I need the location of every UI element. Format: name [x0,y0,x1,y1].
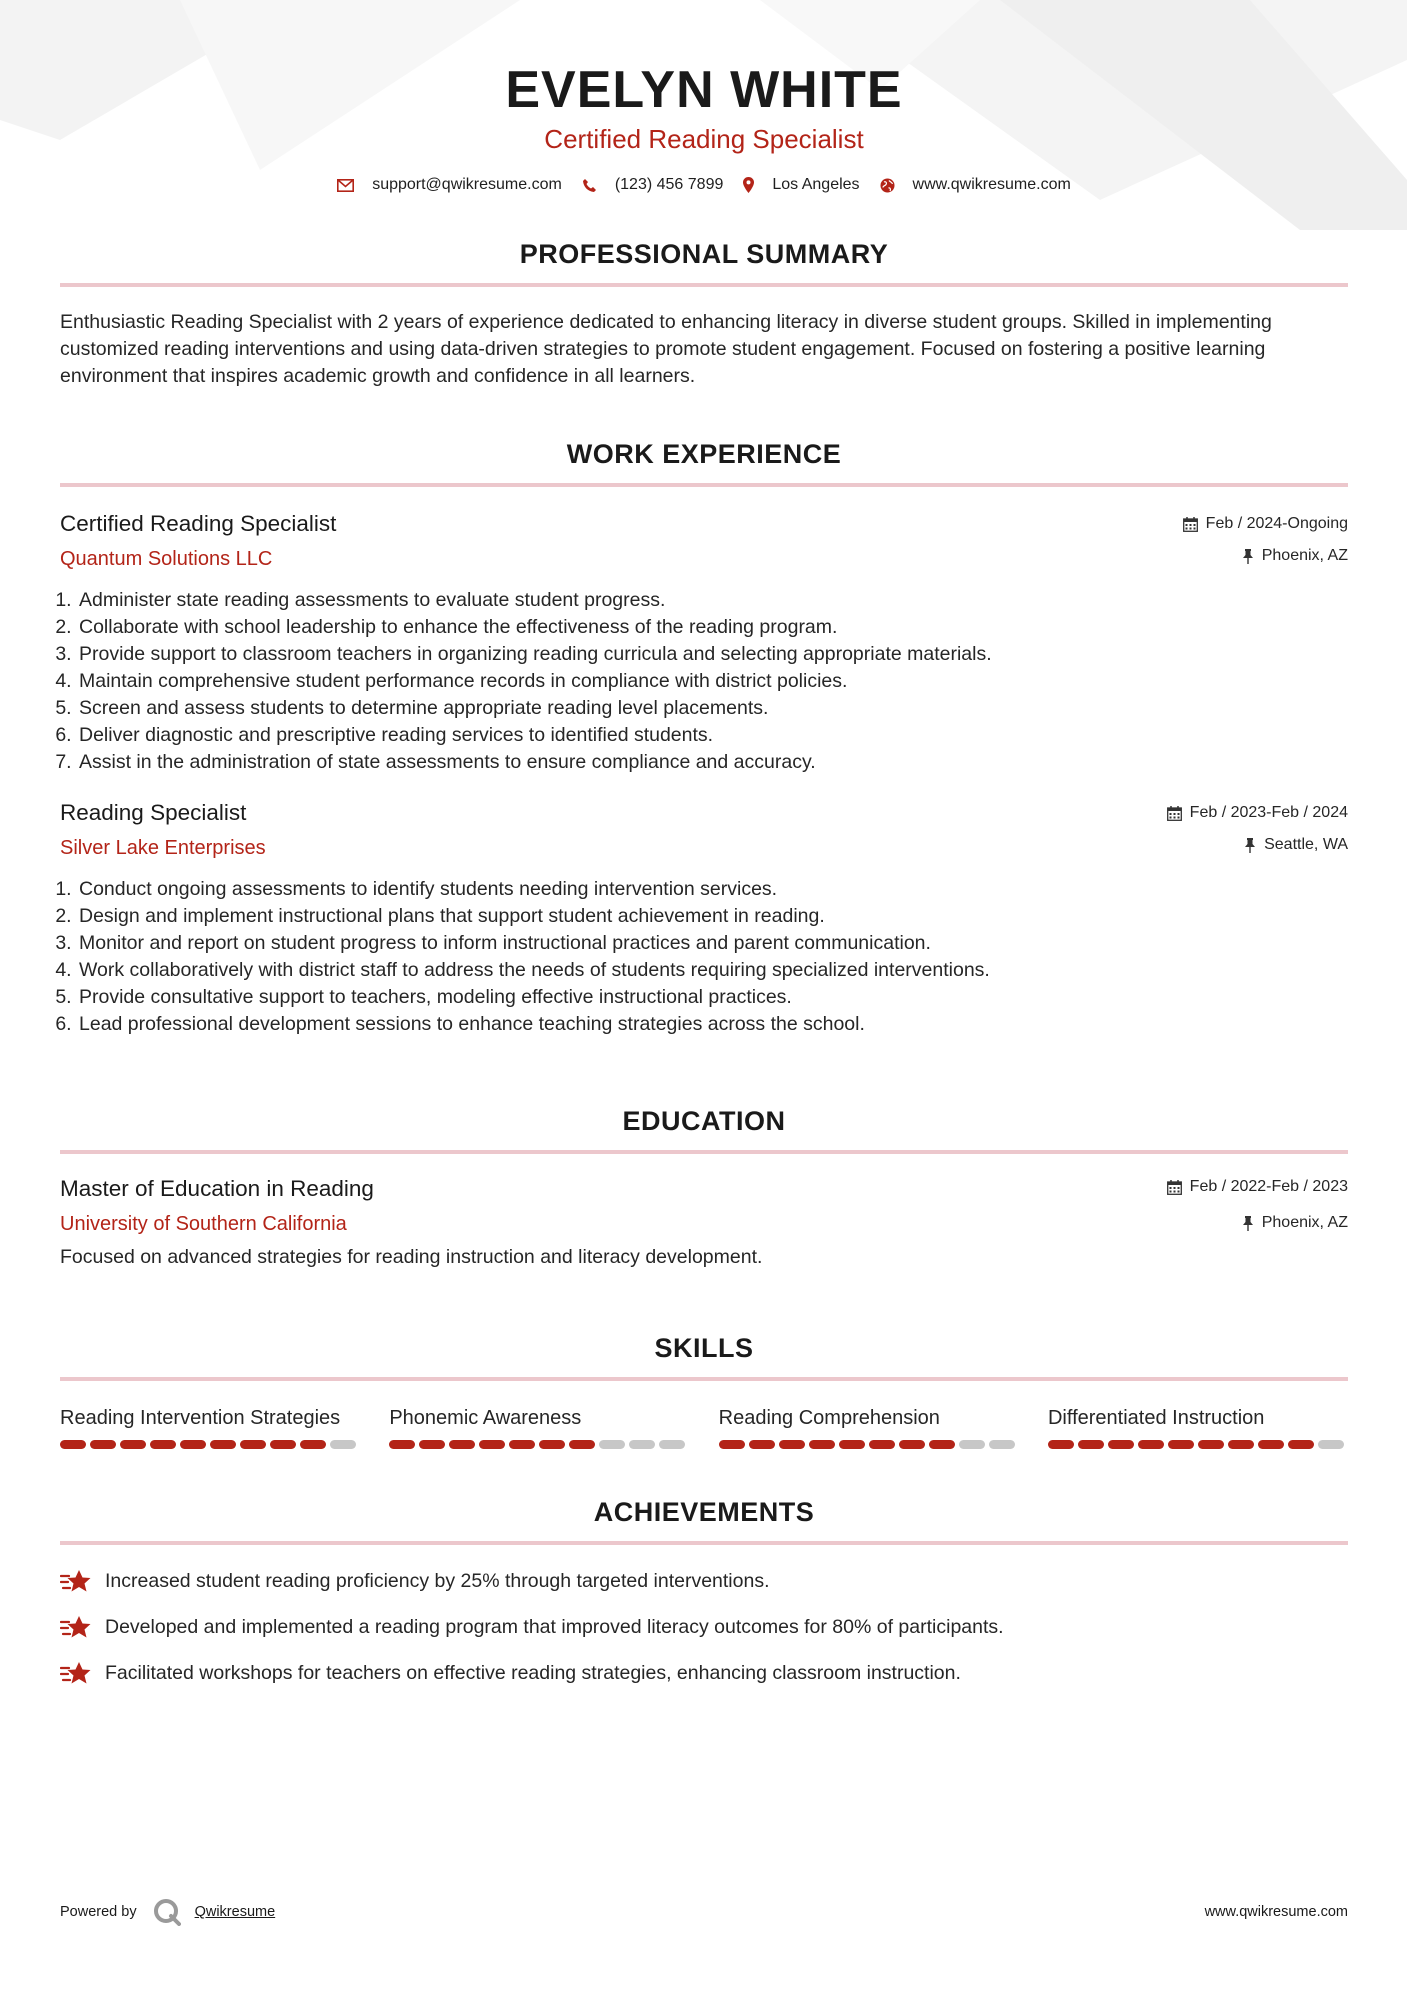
list-item: 6. Deliver diagnostic and prescriptive reading services to identified students. [77,722,1348,749]
achievement-text: Facilitated workshops for teachers on effective reading strategies, enhancing classroom instruction. [105,1661,961,1684]
pushpin-icon [1242,1216,1254,1231]
list-item: 6. Lead professional development sessions to enhance teaching strategies across the school. [77,1011,1348,1038]
section-divider [60,1377,1348,1381]
website-text: www.qwikresume.com [912,176,1071,193]
skill-level-segment [1318,1440,1344,1449]
skill-level-segment [839,1440,865,1449]
map-pin-icon [743,177,754,193]
job-duties-list [60,587,1348,776]
job-title: Reading Specialist [60,800,247,825]
list-item: 4. Maintain comprehensive student performance records in compliance with district policies. [77,668,1348,695]
job-location: Seattle, WA [1264,836,1348,853]
list-item: 3. Provide support to classroom teachers in organizing reading curricula and selecting appropriate materials. [77,641,1348,668]
list-item: 1. Administer state reading assessments to evaluate student progress. [77,587,1348,614]
contact-email[interactable] [337,176,562,194]
skill-level-segment [1168,1440,1194,1449]
skill-item [60,1405,360,1449]
phone-icon [582,178,597,193]
education-heading: EDUCATION [622,1106,786,1136]
summary-text: Enthusiastic Reading Specialist with 2 years of experience dedicated to enhancing literacy in diverse student groups. Skilled in implementing customized reading interventions and using data-driven strategies to promote student engagement. Focused on fostering a positive learning environment that inspires academic growth and confidence in all learners. [60,311,1272,387]
list-item: 3. Monitor and report on student progress to inform instructional practices and parent communication. [77,930,1348,957]
skill-level-bar [60,1440,360,1449]
skill-level-segment [300,1440,326,1449]
skill-level-segment [809,1440,835,1449]
job-company: Silver Lake Enterprises [60,837,266,859]
skill-level-segment [959,1440,985,1449]
skill-level-segment [899,1440,925,1449]
pushpin-icon [1244,838,1256,853]
education-meta [1167,1176,1348,1234]
skill-level-bar [389,1440,689,1449]
school-name: University of Southern California [60,1213,347,1235]
job-dates: Feb / 2024-Ongoing [1205,515,1348,532]
education-description: Focused on advanced strategies for reading instruction and literacy development. [60,1246,763,1268]
list-item: 2. Collaborate with school leadership to enhance the effectiveness of the reading program. [77,614,1348,641]
skill-level-segment [749,1440,775,1449]
job-company: Quantum Solutions LLC [60,548,273,570]
experience-section [60,437,1348,1038]
skill-level-bar [719,1440,1019,1449]
candidate-title: Certified Reading Specialist [544,124,864,154]
skill-level-segment [779,1440,805,1449]
skills-grid [60,1405,1348,1449]
list-item: 2. Design and implement instructional plans that support student achievement in reading. [77,903,1348,930]
skill-level-segment [509,1440,535,1449]
skill-level-segment [389,1440,415,1449]
qwikresume-logo-icon [153,1898,181,1926]
skill-level-segment [60,1440,86,1449]
skill-level-segment [120,1440,146,1449]
contact-location [743,176,859,194]
calendar-icon [1183,517,1198,532]
job-location: Phoenix, AZ [1261,547,1348,564]
skill-level-segment [989,1440,1015,1449]
experience-heading: WORK EXPERIENCE [566,439,842,469]
shooting-star-icon [60,1659,93,1687]
skill-level-segment [1198,1440,1224,1449]
skill-level-segment [719,1440,745,1449]
phone-text: (123) 456 7899 [614,176,724,193]
contact-phone[interactable] [582,176,724,194]
skill-level-segment [449,1440,475,1449]
skill-level-segment [479,1440,505,1449]
skill-level-segment [1258,1440,1284,1449]
list-item: 4. Work collaboratively with district staff to address the needs of students requiring specialized interventions. [77,957,1348,984]
list-item: 5. Screen and assess students to determine appropriate reading level placements. [77,695,1348,722]
footer-website[interactable]: www.qwikresume.com [1204,1904,1348,1920]
skill-name: Phonemic Awareness [389,1407,582,1429]
skill-name: Reading Intervention Strategies [60,1407,341,1429]
education-section [60,1104,1348,1271]
degree-title: Master of Education in Reading [60,1176,374,1201]
shooting-star-icon [60,1567,93,1595]
achievement-item [60,1659,1348,1687]
powered-by [60,1898,275,1926]
section-divider [60,283,1348,287]
email-text: support@qwikresume.com [372,176,562,193]
skill-item [719,1405,1019,1449]
skill-name: Reading Comprehension [718,1407,940,1429]
skill-level-segment [929,1440,955,1449]
powered-by-label: Powered by [60,1904,137,1920]
calendar-icon [1167,1180,1182,1195]
skill-level-segment [419,1440,445,1449]
contact-website[interactable] [880,176,1071,194]
skill-level-segment [1138,1440,1164,1449]
skill-level-segment [270,1440,296,1449]
list-item: 7. Assist in the administration of state assessments to ensure compliance and accuracy. [77,749,1348,776]
skill-level-segment [659,1440,685,1449]
skills-section [60,1331,1348,1449]
achievement-text: Developed and implemented a reading program that improved literacy outcomes for 80% of participants. [105,1615,1004,1638]
education-location: Phoenix, AZ [1261,1214,1348,1231]
skills-heading: SKILLS [654,1333,754,1363]
achievements-section [60,1495,1348,1687]
section-divider [60,1541,1348,1545]
skill-level-segment [210,1440,236,1449]
brand-link[interactable]: Qwikresume [194,1904,276,1920]
skill-level-segment [1048,1440,1074,1449]
skill-level-segment [1078,1440,1104,1449]
resume-header [60,0,1348,194]
skill-level-segment [330,1440,356,1449]
shooting-star-icon [60,1613,93,1641]
envelope-icon [337,179,354,192]
skill-item [1048,1405,1348,1449]
skill-level-segment [629,1440,655,1449]
job-meta [1167,802,1348,856]
location-text: Los Angeles [772,176,860,193]
skill-level-segment [539,1440,565,1449]
skill-level-segment [869,1440,895,1449]
resume-page [60,0,1348,1705]
job-entry [60,509,1348,776]
skill-level-bar [1048,1440,1348,1449]
job-meta [1183,513,1348,567]
achievement-text: Increased student reading proficiency by 25% through targeted interventions. [105,1569,770,1592]
skill-level-segment [1228,1440,1254,1449]
skill-item [389,1405,689,1449]
candidate-name: EVELYN WHITE [505,61,903,119]
achievement-item [60,1567,1348,1595]
globe-icon [880,178,895,193]
skill-level-segment [90,1440,116,1449]
pushpin-icon [1242,549,1254,564]
skill-level-segment [240,1440,266,1449]
contact-bar [60,176,1348,194]
page-footer [60,1898,1348,1926]
education-dates: Feb / 2022-Feb / 2023 [1189,1178,1348,1195]
job-entry [60,798,1348,1038]
skill-level-segment [150,1440,176,1449]
calendar-icon [1167,806,1182,821]
skill-level-segment [569,1440,595,1449]
skill-name: Differentiated Instruction [1047,1407,1265,1429]
skill-level-segment [1288,1440,1314,1449]
summary-heading: PROFESSIONAL SUMMARY [519,239,889,269]
education-entry [60,1174,1348,1271]
job-duties-list [60,876,1348,1038]
summary-section [60,237,1348,390]
list-item: 5. Provide consultative support to teachers, modeling effective instructional practices. [77,984,1348,1011]
skill-level-segment [180,1440,206,1449]
skill-level-segment [1108,1440,1134,1449]
skill-level-segment [599,1440,625,1449]
section-divider [60,1150,1348,1154]
section-divider [60,483,1348,487]
job-dates: Feb / 2023-Feb / 2024 [1189,804,1348,821]
achievement-item [60,1613,1348,1641]
job-title: Certified Reading Specialist [60,511,337,536]
list-item: 1. Conduct ongoing assessments to identify students needing intervention services. [77,876,1348,903]
achievements-list [60,1567,1348,1687]
achievements-heading: ACHIEVEMENTS [593,1497,815,1527]
